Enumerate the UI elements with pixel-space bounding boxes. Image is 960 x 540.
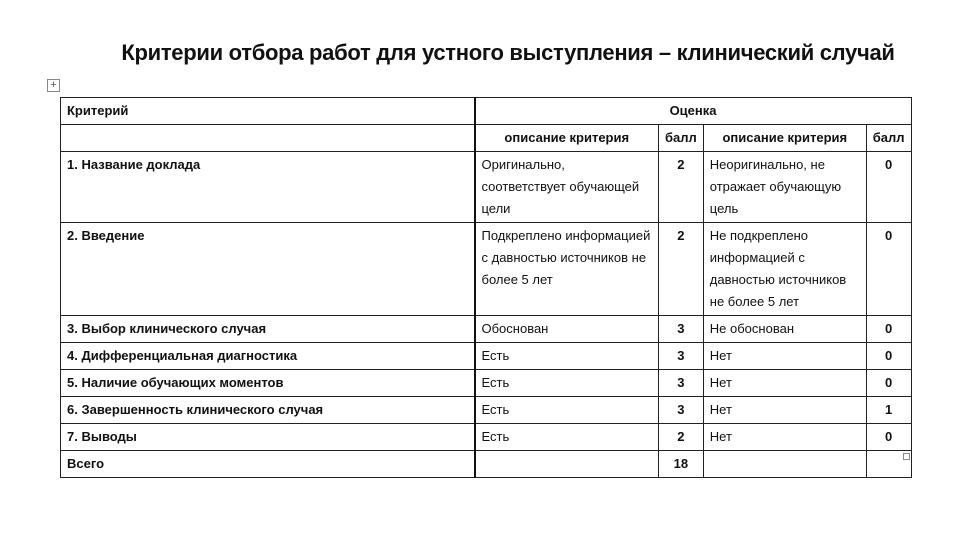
table-row <box>61 316 912 343</box>
points1-cell: 3 <box>659 397 704 424</box>
table-row <box>61 152 912 223</box>
points2-cell: 0 <box>866 343 911 370</box>
table-row <box>61 223 912 316</box>
desc2-cell: Не обоснован <box>703 316 866 343</box>
criterion-cell: 2. Введение <box>61 223 475 316</box>
desc2-cell: Неоригинально, не отражает обучающую цель <box>703 152 866 223</box>
points2-cell: 0 <box>866 370 911 397</box>
desc2-cell: Нет <box>703 424 866 451</box>
points1-cell: 3 <box>659 370 704 397</box>
criterion-cell: 7. Выводы <box>61 424 475 451</box>
points1-cell: 2 <box>659 223 704 316</box>
subheader-empty <box>61 125 475 152</box>
desc2-cell: Нет <box>703 397 866 424</box>
header-score-group: Оценка <box>475 98 912 125</box>
desc2-cell: Нет <box>703 343 866 370</box>
points2-cell: 1 <box>866 397 911 424</box>
desc1-cell: Есть <box>475 370 659 397</box>
table-row <box>61 424 912 451</box>
points2-cell: 0 <box>866 152 911 223</box>
points2-cell: 0 <box>866 316 911 343</box>
points2-cell: 0 <box>866 424 911 451</box>
desc1-cell: Есть <box>475 343 659 370</box>
points1-cell: 2 <box>659 424 704 451</box>
total-label: Всего <box>61 451 475 478</box>
points1-cell: 2 <box>659 152 704 223</box>
table-move-handle-icon[interactable]: + <box>47 79 60 92</box>
desc2-cell: Нет <box>703 370 866 397</box>
criterion-cell: 1. Название доклада <box>61 152 475 223</box>
table-resize-handle[interactable] <box>903 453 910 460</box>
desc1-cell: Обоснован <box>475 316 659 343</box>
header-desc1: описание критерия <box>475 125 659 152</box>
criterion-cell: 6. Завершенность клинического случая <box>61 397 475 424</box>
table-row <box>61 370 912 397</box>
header-points1: балл <box>659 125 704 152</box>
page-title: Критерии отбора работ для устного выступления – клинический случай <box>121 40 895 65</box>
header-row <box>61 98 912 125</box>
header-desc2: описание критерия <box>703 125 866 152</box>
subheader-row <box>61 125 912 152</box>
points1-cell: 3 <box>659 316 704 343</box>
total-row <box>61 451 912 478</box>
criteria-table <box>60 97 912 478</box>
table-row <box>61 343 912 370</box>
header-criterion: Критерий <box>61 98 475 125</box>
desc1-cell: Есть <box>475 397 659 424</box>
table-row <box>61 397 912 424</box>
criterion-cell: 4. Дифференциальная диагностика <box>61 343 475 370</box>
total-desc2 <box>703 451 866 478</box>
criterion-cell: 5. Наличие обучающих моментов <box>61 370 475 397</box>
header-points2: балл <box>866 125 911 152</box>
total-desc1 <box>475 451 659 478</box>
desc1-cell: Подкреплено информацией с давностью источников не более 5 лет <box>475 223 659 316</box>
points2-cell: 0 <box>866 223 911 316</box>
desc2-cell: Не подкреплено информацией с давностью источников не более 5 лет <box>703 223 866 316</box>
desc1-cell: Оригинально, соответствует обучающей цели <box>475 152 659 223</box>
criterion-cell: 3. Выбор клинического случая <box>61 316 475 343</box>
desc1-cell: Есть <box>475 424 659 451</box>
total-points1: 18 <box>659 451 704 478</box>
points1-cell: 3 <box>659 343 704 370</box>
